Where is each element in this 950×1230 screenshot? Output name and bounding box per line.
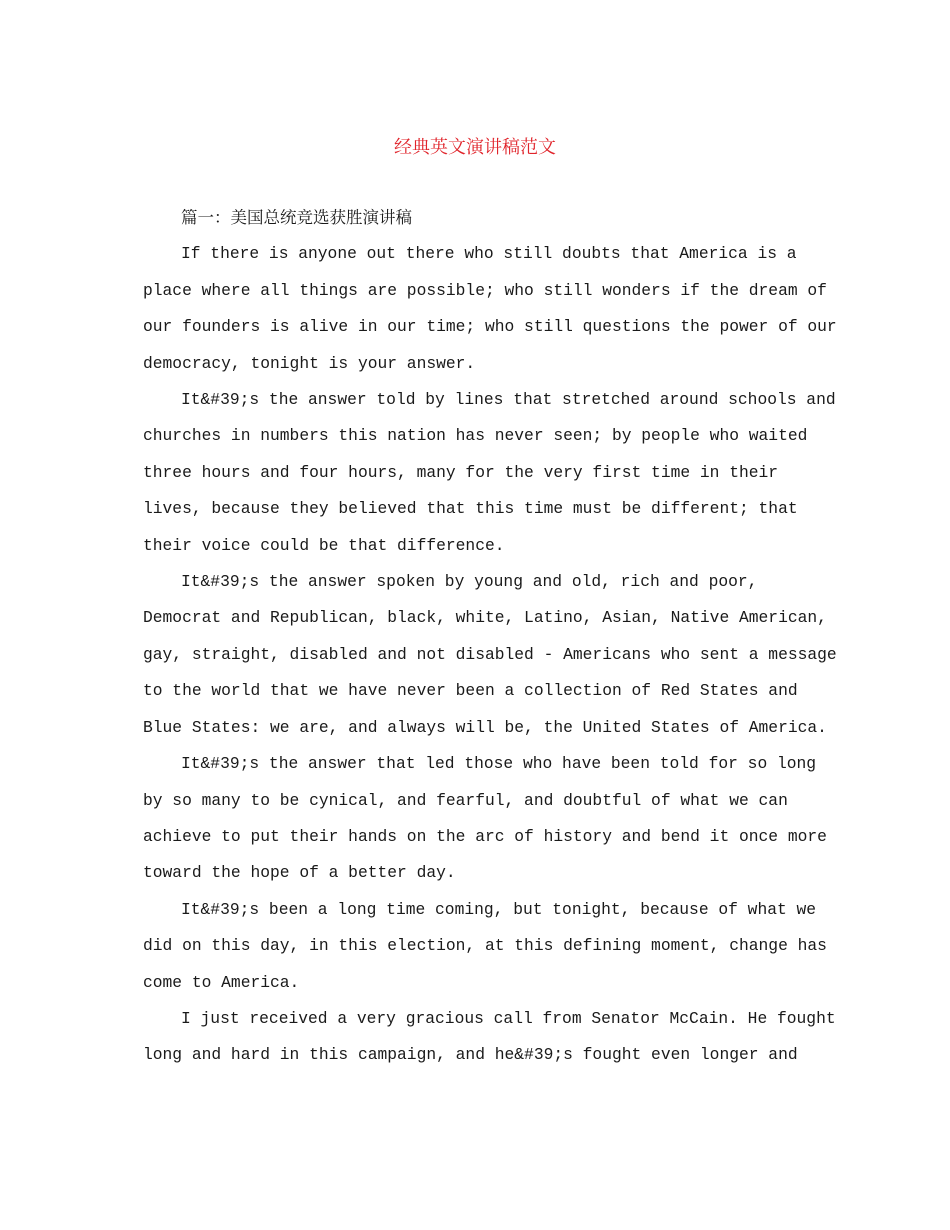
text-line: It&#39;s the answer spoken by young and old, rich and poor, [181, 572, 758, 592]
text-line: democracy, tonight is your answer. [143, 353, 476, 373]
text-line: our founders is alive in our time; who still questions the power of our [143, 317, 837, 337]
paragraph-1 [143, 236, 837, 382]
text-line: churches in numbers this nation has never seen; by people who waited [143, 426, 808, 446]
text-line: place where all things are possible; who still wonders if the dream of [143, 280, 827, 300]
text-line: achieve to put their hands on the arc of history and bend it once more [143, 826, 827, 846]
text-line: toward the hope of a better day. [143, 863, 456, 883]
text-line: Democrat and Republican, black, white, Latino, Asian, Native American, [143, 608, 827, 628]
paragraph-6 [143, 1001, 836, 1074]
text-line: come to America. [143, 972, 300, 992]
text-line: It&#39;s been a long time coming, but tonight, because of what we [181, 899, 817, 919]
text-line: I just received a very gracious call from Senator McCain. He fought [181, 1008, 836, 1028]
text-line: did on this day, in this election, at this defining moment, change has [143, 936, 827, 956]
paragraph-4 [143, 746, 827, 892]
text-line: It&#39;s the answer told by lines that stretched around schools and [181, 390, 836, 410]
text-line: gay, straight, disabled and not disabled - Americans who sent a message [143, 644, 837, 664]
paragraph-5 [143, 892, 827, 1001]
text-line: their voice could be that difference. [143, 535, 505, 555]
paragraph-3 [143, 564, 837, 746]
document-body [143, 200, 837, 1074]
text-line: to the world that we have never been a collection of Red States and [143, 681, 798, 701]
text-line: It&#39;s the answer that led those who have been told for so long [181, 754, 817, 774]
text-line: lives, because they believed that this time must be different; that [143, 499, 798, 519]
text-line: long and hard in this campaign, and he&#39;s fought even longer and [143, 1045, 798, 1065]
text-line: Blue States: we are, and always will be, the United States of America. [143, 717, 827, 737]
paragraph-2 [143, 382, 836, 564]
text-line: by so many to be cynical, and fearful, and doubtful of what we can [143, 790, 788, 810]
text-line: three hours and four hours, many for the very first time in their [143, 462, 779, 482]
text-line: If there is anyone out there who still doubts that America is a [181, 244, 797, 264]
page-title: 经典英文演讲稿范文 [394, 137, 556, 158]
section-heading: 篇一：美国总统竞选获胜演讲稿 [181, 208, 412, 227]
